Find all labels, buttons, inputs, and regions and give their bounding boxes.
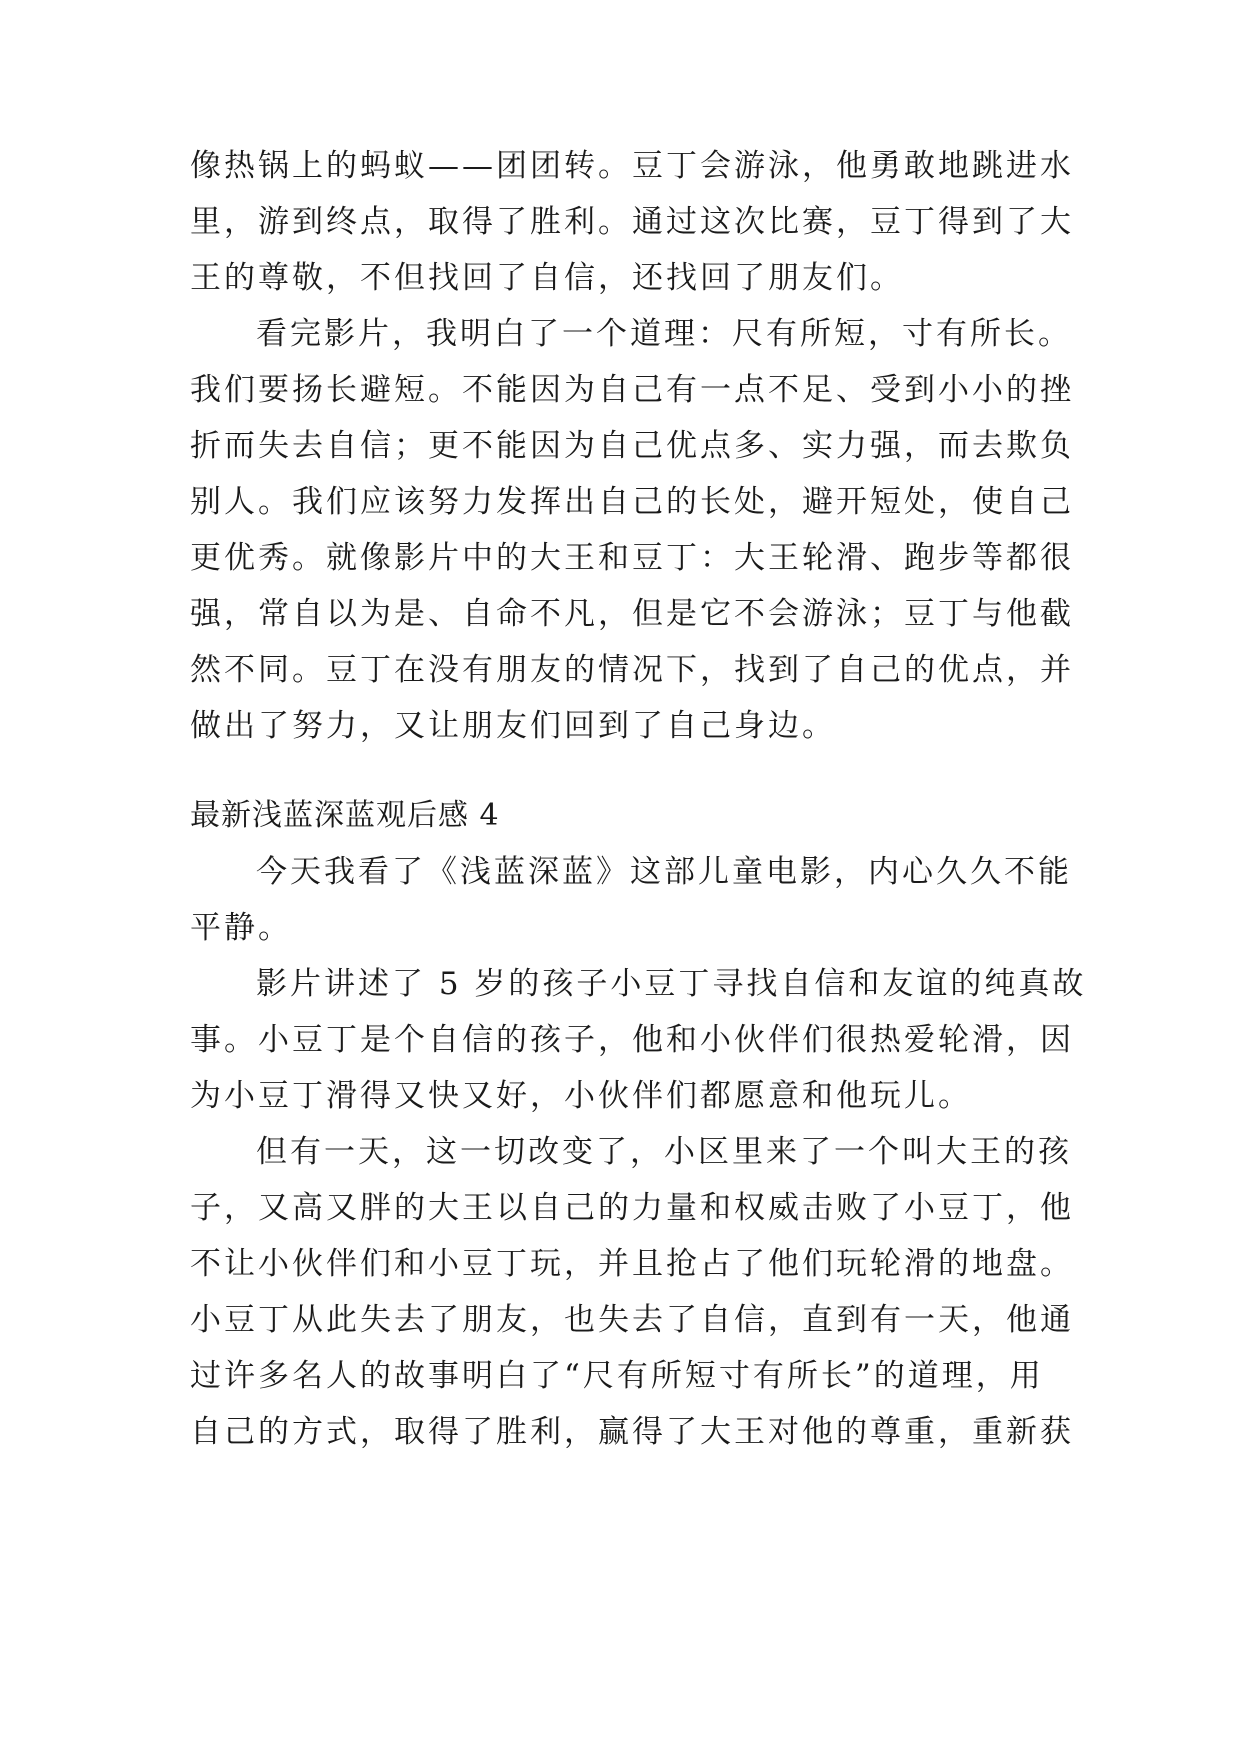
- paragraph-line: 小豆丁从此失去了朋友，也失去了自信，直到有一天，他通: [190, 1302, 1074, 1338]
- paragraph-line: 子，又高又胖的大王以自己的力量和权威击败了小豆丁，他: [190, 1190, 1074, 1226]
- paragraph-line: 做出了努力，又让朋友们回到了自己身边。: [190, 708, 836, 744]
- paragraph-line: 过许多名人的故事明白了“尺有所短寸有所长”的道理，用: [190, 1358, 1044, 1394]
- paragraph-line: 别人。我们应该努力发挥出自己的长处，避开短处，使自己: [190, 484, 1074, 520]
- paragraph-line: 强，常自以为是、自命不凡，但是它不会游泳；豆丁与他截: [190, 596, 1074, 632]
- paragraph-line: 里，游到终点，取得了胜利。通过这次比赛，豆丁得到了大: [190, 204, 1074, 240]
- paragraph-line: 王的尊敬，不但找回了自信，还找回了朋友们。: [190, 260, 904, 296]
- paragraph-line: 今天我看了《浅蓝深蓝》这部儿童电影，内心久久不能: [256, 854, 1072, 890]
- paragraph-line: 看完影片，我明白了一个道理：尺有所短，寸有所长。: [256, 316, 1072, 352]
- paragraph-line: 但有一天，这一切改变了，小区里来了一个叫大王的孩: [256, 1134, 1072, 1170]
- paragraph-line: 事。小豆丁是个自信的孩子，他和小伙伴们很热爱轮滑，因: [190, 1022, 1074, 1058]
- paragraph-line: 不让小伙伴们和小豆丁玩，并且抢占了他们玩轮滑的地盘。: [190, 1246, 1074, 1282]
- paragraph-line: 自己的方式，取得了胜利，赢得了大王对他的尊重，重新获: [190, 1414, 1074, 1450]
- paragraph-line: 然不同。豆丁在没有朋友的情况下，找到了自己的优点，并: [190, 652, 1074, 688]
- paragraph-line: 影片讲述了 5 岁的孩子小豆丁寻找自信和友谊的纯真故: [256, 966, 1087, 1002]
- paragraph-line: 我们要扬长避短。不能因为自己有一点不足、受到小小的挫: [190, 372, 1074, 408]
- paragraph-line: 为小豆丁滑得又快又好，小伙伴们都愿意和他玩儿。: [190, 1078, 972, 1114]
- paragraph-line: 更优秀。就像影片中的大王和豆丁：大王轮滑、跑步等都很: [190, 540, 1074, 576]
- paragraph-line: 像热锅上的蚂蚁——团团转。豆丁会游泳，他勇敢地跳进水: [190, 148, 1074, 184]
- paragraph-line: 折而失去自信；更不能因为自己优点多、实力强，而去欺负: [190, 428, 1074, 464]
- paragraph-line: 平静。: [190, 910, 292, 946]
- section-title: 最新浅蓝深蓝观后感 4: [190, 798, 500, 833]
